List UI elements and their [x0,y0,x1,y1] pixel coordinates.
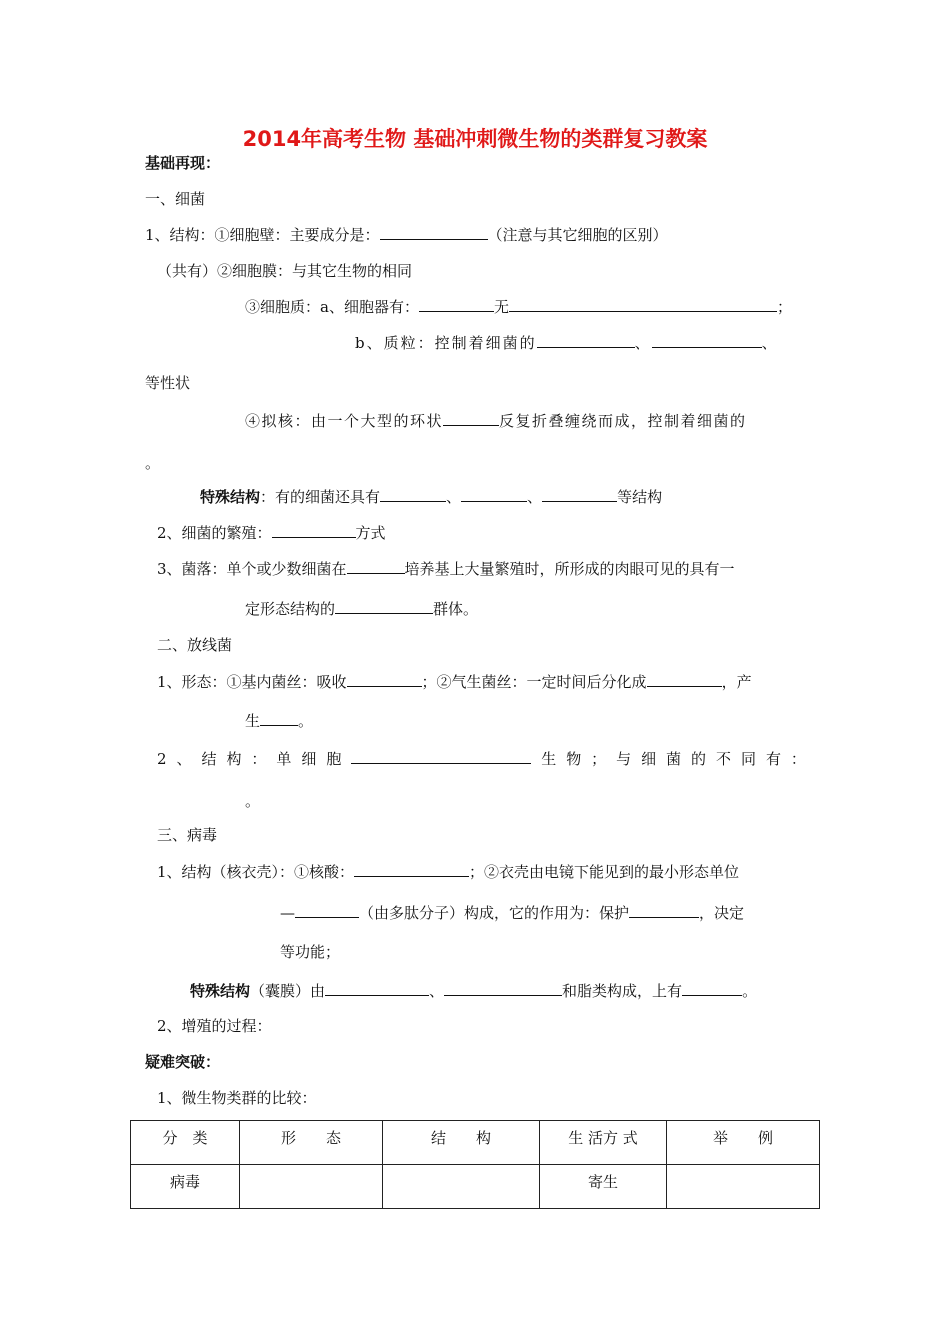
table-cell: 寄生 [540,1165,667,1209]
bacteria-heading: 一、细菌 [145,190,206,208]
reproduction-tail: 方式 [355,524,386,542]
reproduction-line [157,523,386,543]
protect-blank[interactable] [629,903,699,918]
actino-struct-char: 、 [176,750,192,768]
envelope-blank-2[interactable] [444,981,562,996]
colony-line-2 [245,599,478,619]
special-sep-2: 、 [527,488,543,506]
actino-struct-char: 的 [691,750,707,768]
actino-heading: 二、放线菌 [157,636,233,654]
colony-text-2: 定形态结构的 [245,600,336,618]
actino-morph-mid: ；②气生菌丝：一定时间后分化成 [421,673,647,691]
table-cell[interactable] [240,1165,383,1209]
cell-membrane-line: （共有）②细胞膜：与其它生物的相同 [157,262,413,280]
table-header-cell: 分 类 [131,1121,240,1165]
capsid-function-line: 等功能； [280,943,341,961]
organelle-blank[interactable] [419,297,494,312]
plasmid-line [355,333,779,353]
envelope-end: 。 [742,982,758,1000]
actino-morphology-line [157,672,752,692]
table-header-cell: 举 例 [667,1121,820,1165]
actino-struct-char: 细 [301,750,317,768]
capsid-dash: — [280,904,295,922]
actino-produce-line [245,711,313,731]
capsid-text: （由多肽分子）构成，它的作用为：保护 [359,904,630,922]
capsid-end: ，决定 [699,904,745,922]
nucleoid-line [245,411,747,431]
plasmid-text: b、质粒：控制着细菌的 [355,334,537,352]
special-structure-label: 特殊结构 [200,488,261,506]
virus-special-text: （囊膜）由 [250,982,326,1000]
actino-struct-char: 与 [616,750,632,768]
reproduction-text: 2、细菌的繁殖： [157,524,272,542]
colony-tail-2: 群体。 [433,600,479,618]
compare-title: 1、微生物类群的比较： [157,1089,317,1107]
cytoplasm-none-text: 无 [493,298,509,316]
actino-struct-char: 菌 [666,750,682,768]
proliferation-line: 2、增殖的过程： [157,1017,272,1035]
absorb-blank[interactable] [347,672,422,687]
actino-struct-char: 有 [765,750,781,768]
actino-produce-end: 。 [298,712,314,730]
plasmid-sep: 、 [634,334,652,352]
actino-struct-char: 同 [740,750,756,768]
actino-struct-char: 物 [566,750,582,768]
comparison-table [130,1120,820,1209]
virus-special-line [190,981,757,1001]
cytoplasm-text: ③细胞质：a、细胞器有： [245,298,419,316]
cell-wall-blank[interactable] [380,225,488,240]
actino-struct-char: ： [790,750,806,768]
table-header-row [131,1121,820,1165]
organelle-none-blank[interactable] [509,297,777,312]
nucleoid-blank[interactable] [443,411,499,426]
section-basic-heading: 基础再现： [145,154,221,172]
cell-wall-text: 1、结构：①细胞壁：主要成分是： [145,226,380,244]
special-blank-2[interactable] [461,487,527,502]
section-difficult-heading: 疑难突破： [145,1053,221,1071]
produce-blank[interactable] [260,711,298,726]
envelope-blank-1[interactable] [325,981,429,996]
actino-struct-char: 单 [276,750,292,768]
actino-struct-char: 生 [541,750,557,768]
capsomere-blank[interactable] [295,903,359,918]
table-header-cell: 生 活方 式 [540,1121,667,1165]
virus-struct-text: 1、结构（核衣壳）：①核酸： [157,863,355,881]
envelope-mid: 和脂类构成，上有 [562,982,683,1000]
table-cell[interactable] [667,1165,820,1209]
actino-structure-end: 。 [245,792,261,810]
actino-struct-char: 结 [201,750,217,768]
actino-struct-char: ； [591,750,607,768]
table-header-cell: 结 构 [383,1121,540,1165]
special-end: 等结构 [617,488,663,506]
special-structure-text: ：有的细菌还具有 [260,488,381,506]
reproduction-blank[interactable] [272,523,356,538]
actino-morph-text: 1、形态：①基内菌丝：吸收 [157,673,347,691]
actino-structure-line [157,749,806,769]
table-cell[interactable] [383,1165,540,1209]
colony-text: 3、菌落：单个或少数细菌在 [157,560,347,578]
table-header-cell: 形 态 [240,1121,383,1165]
nucleoid-tail: 反复折叠缠绕而成，控制着细菌的 [499,412,747,430]
table-row [131,1165,820,1209]
bacteria-structure-line [145,225,668,245]
nucleoid-text: ④拟核：由一个大型的环状 [245,412,444,430]
table-cell: 病毒 [131,1165,240,1209]
nucleoid-end: 。 [145,454,161,472]
differentiate-blank[interactable] [647,672,722,687]
special-sep-1: 、 [446,488,462,506]
bacteria-special-line [200,487,662,507]
virus-structure-line [157,862,739,882]
envelope-sep: 、 [429,982,445,1000]
colony-medium-blank[interactable] [347,559,405,574]
cell-wall-note: （注意与其它细胞的区别） [487,226,668,244]
nucleic-acid-blank[interactable] [354,862,469,877]
plasmid-blank-2[interactable] [652,333,762,348]
colony-group-blank[interactable] [335,599,433,614]
actino-struct-char: 2 [157,750,167,768]
actino-struct-char: 构 [226,750,242,768]
plasmid-end: 、 [761,334,779,352]
actino-struct-char: 细 [641,750,657,768]
cytoplasm-end: ； [776,298,792,316]
colony-tail: 培养基上大量繁殖时，所形成的肉眼可见的具有一 [404,560,735,578]
virus-heading: 三、病毒 [157,826,218,844]
capsid-line [280,903,744,923]
page-title: 2014年高考生物 基础冲刺微生物的类群复习教案 [242,127,708,151]
plasmid-blank-1[interactable] [537,333,635,348]
cytoplasm-line [245,297,792,317]
special-blank-3[interactable] [542,487,617,502]
special-blank-1[interactable] [380,487,446,502]
actino-produce-text: 生 [245,712,261,730]
actino-struct-char: 胞 [326,750,342,768]
virus-struct-tail: ；②衣壳由电镜下能见到的最小形态单位 [469,863,740,881]
colony-line [157,559,735,579]
envelope-blank-3[interactable] [682,981,742,996]
unicellular-blank[interactable] [351,749,531,764]
actino-struct-char: 不 [716,750,732,768]
actino-morph-end: ，产 [721,673,752,691]
virus-special-label: 特殊结构 [190,982,251,1000]
traits-line: 等性状 [145,374,191,392]
actino-struct-char: ： [251,750,267,768]
